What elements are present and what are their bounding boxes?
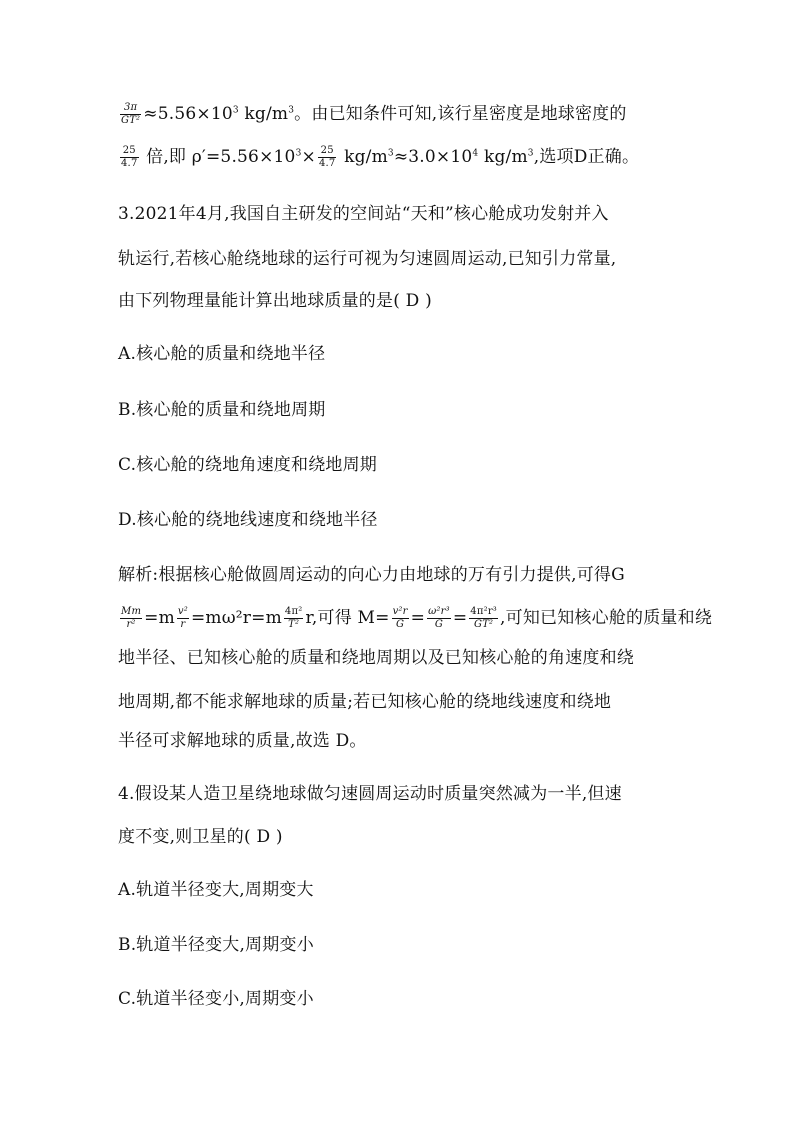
question-4-option-a: A.轨道半径变大,周期变大	[118, 880, 314, 900]
question-3-line-2: 轨运行,若核心舱绕地球的运行可视为匀速圆周运动,已知引力常量,	[118, 249, 617, 269]
analysis-prev-line-2: $\frac{25}{4.7}$ 倍,即 $\rho'=5.56\times 10^3\times$ $\frac{25}{4.7}$ $kg/m^3\approx 3.0\times 10^4$ $kg/m^3$,选项D正确。	[121, 145, 640, 169]
fraction-v2r-over-g: $\frac{\text{v²r}}{G}$	[392, 606, 408, 630]
question-4-option-c: C.轨道半径变小,周期变小	[118, 989, 314, 1009]
fraction-mm-over-r2: $\frac{Mm}{\text{r²}}$	[121, 606, 142, 630]
fraction-4pi2-over-t2: $\frac{\text{4π²}}{\text{T²}}$	[284, 606, 303, 630]
question-3-option-c: C.核心舱的绕地角速度和绕地周期	[118, 455, 378, 475]
fraction-w2r3-over-g: $\frac{\text{ω²r³}}{G}$	[428, 606, 450, 630]
question-4-line-1: 4.假设某人造卫星绕地球做匀速圆周运动时质量突然减为一半,但速	[118, 784, 622, 804]
analysis-3-line-3: 地半径、已知核心舱的质量和绕地周期以及已知核心舱的角速度和绕	[118, 648, 634, 668]
question-3-option-d: D.核心舱的绕地线速度和绕地半径	[118, 510, 378, 530]
fraction-3pi-over-gt2: $\frac{3\pi}{\text{GT²}}$	[121, 102, 141, 126]
question-4-line-2: 度不变,则卫星的( D )	[118, 827, 283, 847]
analysis-3-line-2: $\frac{Mm}{\text{r²}}$ =m $\frac{\text{v²}}{r}$ =mω²r=m $\frac{\text{4π²}}{\text{T²}}$ r,可得 M= $\frac{\text{v²r}}{G}$ = $\frac{\text{ω²r³}}{G}$ = $\frac{\text{4π²r³}}{\text{GT²}}$ ,可知已知核心舱的质量和绕	[121, 606, 713, 630]
question-4-option-b: B.轨道半径变大,周期变小	[118, 935, 314, 955]
fraction-25-over-4-7: $\frac{25}{4.7}$	[121, 145, 138, 169]
analysis-3-line-4: 地周期,都不能求解地球的质量;若已知核心舱的绕地线速度和绕地	[118, 692, 612, 712]
question-3-option-a: A.核心舱的质量和绕地半径	[118, 344, 326, 364]
fraction-25-over-4-7-second: $\frac{25}{4.7}$	[318, 145, 336, 169]
analysis-3-line-5: 半径可求解地球的质量,故选 D。	[118, 731, 367, 751]
question-3-line-3: 由下列物理量能计算出地球质量的是( D )	[118, 291, 432, 311]
fraction-4pi2r3-over-gt2: $\frac{\text{4π²r³}}{\text{GT²}}$	[470, 606, 498, 630]
fraction-v2-over-r: $\frac{\text{v²}}{r}$	[177, 606, 188, 630]
question-3-option-b: B.核心舱的质量和绕地周期	[118, 400, 326, 420]
analysis-3-line-1: 解析:根据核心舱做圆周运动的向心力由地球的万有引力提供,可得G	[118, 565, 625, 585]
question-3-line-1: 3.2021年4月,我国自主研发的空间站“天和”核心舱成功发射并入	[118, 204, 609, 224]
analysis-prev-line-1: $\frac{3\pi}{\text{GT²}}$ $\approx 5.56\times 10^3$ $kg/m^3$。由已知条件可知,该行星密度是地球密度的	[121, 102, 627, 126]
